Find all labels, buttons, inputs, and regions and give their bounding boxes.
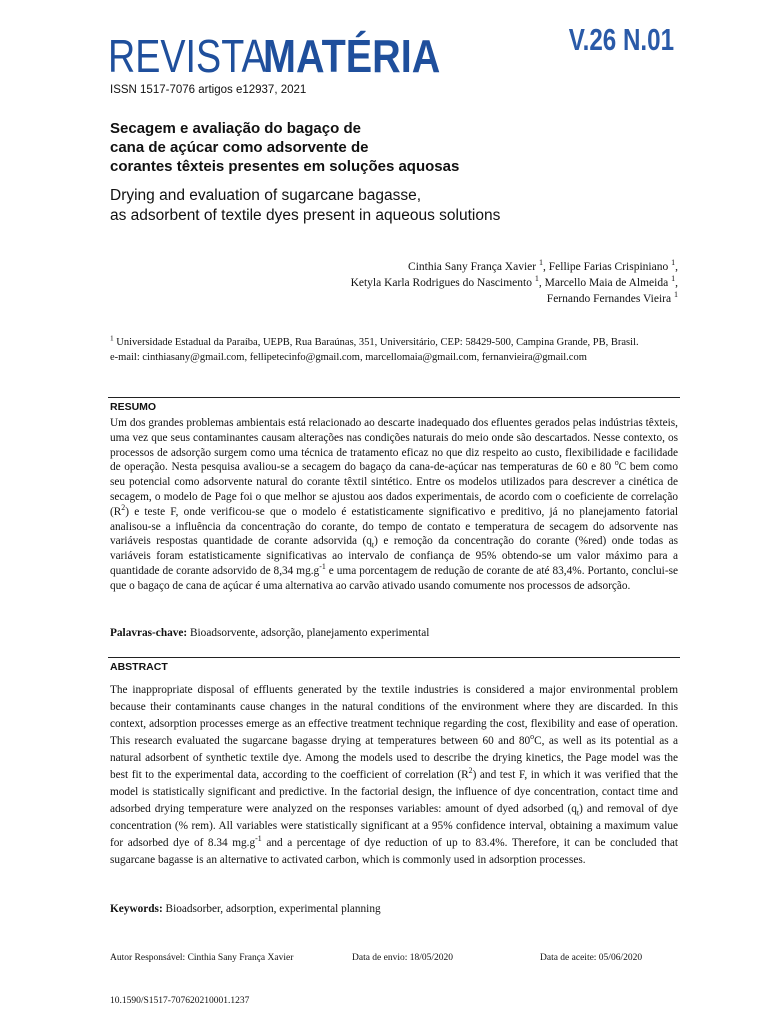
- keywords-label: Palavras-chave:: [110, 627, 188, 639]
- abstract-text-part: and a percentage of dye reduction of up to 83.4%. Therefore, it can be concluded that sugarcane bagasse is an alternative to activated carbon, which is commonly used in adsorption processes.: [110, 837, 678, 866]
- title-pt-line: Secagem e avaliação do bagaço de: [110, 120, 361, 137]
- qt-sub: t: [371, 540, 375, 550]
- author-line: [158, 275, 678, 291]
- title-pt-line: cana de açúcar como adsorvente de: [110, 139, 369, 156]
- author-affil-sup: 1: [673, 290, 678, 300]
- author-affil-sup: 1: [671, 274, 676, 284]
- degree-sup: o: [614, 458, 619, 468]
- exponent-sup: -1: [255, 834, 262, 844]
- resumo-text-part: ) e remoção da concentração do corante (%red) onde todas as variáveis foram estatisticamente significativas ao intervalo de confiança de 95% obtendo-se um valor máximo para a quantidade de corante adsorvido de 8,34 mg.g: [110, 535, 678, 577]
- abstract-text-part: C, as well as its potential as a natural adsorbent of synthetic textile dye. Among the models used to describe the drying kinetics, the Page model was the best fit to the experimental data, according to the coefficient of correlation (R: [110, 735, 678, 781]
- keywords-label: Keywords:: [110, 903, 163, 915]
- author-name: Fernando Fernandes Vieira: [546, 293, 672, 305]
- title-en-line: Drying and evaluation of sugarcane bagasse,: [110, 187, 422, 204]
- resumo-text-part: Um dos grandes problemas ambientais está relacionado ao descarte inadequado dos efluentes gerados pelas indústrias têxteis, uma vez que seus contaminantes causam alterações nas condições naturais do meio onde são descartados. Nesse contexto, os processos de adsorção surgem como uma técnica de tratamento eficaz no que diz respeito ao custo, flexibilidade e facilidade de operação. Nesta pesquisa avaliou-se a secagem do bagaço da cana-de-açúcar nas temperaturas de 60 e 80: [110, 417, 678, 474]
- section-rule: [108, 397, 680, 398]
- affiliation-emails: e-mail: cinthiasany@gmail.com, fellipetecinfo@gmail.com, marcellomaia@gmail.com, fernanvieira@gmail.com: [110, 351, 587, 363]
- abstract-text-part: ) and test F, in which it was verified that the model is statistically significant and predictive. In the factorial design, the influence of dye concentration, contact time and adsorbed drying temperature were analyzed on the responses variables: amount of dyed adsorbed (q: [110, 769, 678, 815]
- resumo-paragraph: [110, 416, 678, 594]
- title-english: [110, 186, 630, 226]
- keywords-text: Bioadsorvente, adsorção, planejamento experimental: [187, 627, 430, 639]
- logo-text-revista: REVISTA: [108, 30, 267, 82]
- resumo-heading: RESUMO: [110, 401, 157, 413]
- volume-issue: V.26 N.01: [568, 22, 674, 57]
- author-list: [158, 259, 678, 307]
- footer-author: Autor Responsável: Cinthia Sany França Xavier: [110, 953, 294, 963]
- r2-sup: 2: [468, 766, 473, 776]
- footer-accepted-date: Data de aceite: 05/06/2020: [540, 953, 643, 963]
- affiliation-text: [110, 333, 680, 351]
- abstract-heading: ABSTRACT: [110, 661, 168, 673]
- section-rule: [108, 657, 680, 658]
- issn-line: ISSN 1517-7076 artigos e12937, 2021: [110, 84, 307, 96]
- logo-text-materia: MATÉRIA: [263, 30, 441, 82]
- abstract-text-part: The inappropriate disposal of effluents generated by the textile industries is considered a major environmental problem because their contaminants cause changes in the natural conditions of the environment where they are discarded. In this context, adsorption processes emerge as an effective treatment technique regarding the cost, flexibility and ease of operation. This research evaluated the sugarcane bagasse drying at temperatures between 60 and 80: [110, 684, 678, 747]
- author-affil-sup: 1: [671, 258, 676, 268]
- journal-logo: [108, 30, 470, 82]
- author-sep: ,: [538, 277, 542, 289]
- author-sep: ,: [543, 261, 546, 273]
- affiliation-address: Universidade Estadual da Paraíba, UEPB, Rua Baraúnas, 351, Universitário, CEP: 58429-500, Campina Grande, PB, Brasil.: [116, 337, 639, 348]
- degree-sup: o: [530, 732, 535, 742]
- resumo-text-part: ) e teste F, onde verificou-se que o modelo é estatisticamente significativo e preditivo, já no planejamento fatorial analisou-se a influência da concentração do corante, do tempo de contato e temperatura de secagem do adsorvente nas variáveis respostas quantidade de corante adsorvida (q: [110, 505, 678, 548]
- author-name: Marcello Maia de Almeida: [544, 277, 669, 289]
- author-name: Cinthia Sany França Xavier: [408, 261, 537, 273]
- r2-sup: 2: [121, 503, 126, 513]
- affiliation-sup: 1: [110, 333, 114, 343]
- author-name: Fellipe Farias Crispiniano: [548, 261, 669, 273]
- author-affil-sup: 1: [534, 274, 539, 284]
- author-name: Ketyla Karla Rodrigues do Nascimento: [350, 277, 532, 289]
- keywords-text: Bioadsorber, adsorption, experimental planning: [162, 903, 381, 915]
- resumo-text-part: e uma porcentagem de redução de corante de até 83,4%. Portanto, conclui-se que o bagaço de cana de açúcar é uma alternativa ao carvão ativado usando comumente nos processos de adsorção.: [110, 564, 678, 592]
- author-line: [158, 291, 678, 307]
- author-line: [158, 259, 678, 275]
- abstract-paragraph: [110, 682, 678, 869]
- abstract-text-part: ) and removal of dye concentration (% rem). All variables were statistically significant at a 95% confidence interval, obtaining a maximum value for adsorbed dye of 8.34 mg.g: [110, 803, 679, 849]
- title-en-line: as adsorbent of textile dyes present in aqueous solutions: [110, 207, 501, 224]
- abstract-keywords: [110, 903, 678, 915]
- doi: 10.1590/S1517-707620210001.1237: [110, 996, 250, 1006]
- author-sep: ,: [675, 261, 678, 273]
- affiliation-block: [110, 333, 680, 365]
- footer-sent-date: Data de envio: 18/05/2020: [352, 953, 454, 963]
- resumo-text-part: C bem como seu potencial como adsorvente natural do corante têxtil sintético. Entre os modelos utilizados para descrever a cinética de secagem, o modelo de Page foi o que melhor se ajustou aos dados experimentais, de acordo com o coeficiente de correlação (R: [110, 461, 678, 518]
- author-sep: ,: [675, 277, 678, 289]
- qt-sub: t: [576, 808, 580, 818]
- resumo-keywords: [110, 627, 678, 639]
- exponent-sup: -1: [319, 562, 326, 572]
- author-affil-sup: 1: [538, 258, 543, 268]
- title-pt-line: corantes têxteis presentes em soluções aquosas: [110, 158, 460, 175]
- title-portuguese: [110, 119, 630, 176]
